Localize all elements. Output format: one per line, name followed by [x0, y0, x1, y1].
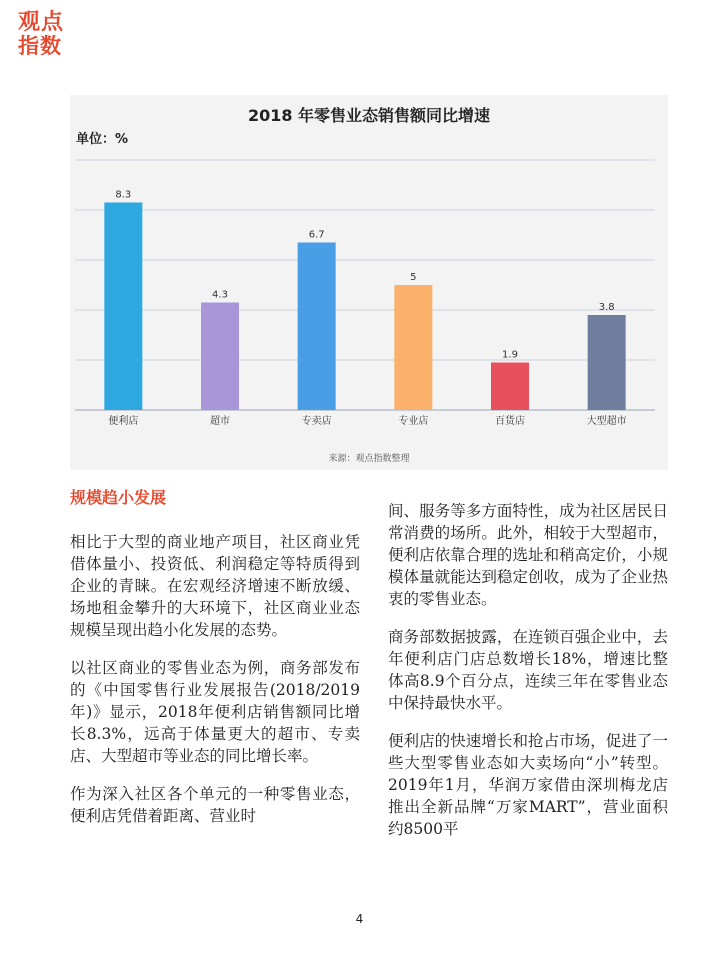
category-label: 大型超市	[586, 416, 627, 427]
chart-title: 2018 年零售业态销售额同比增速	[247, 106, 491, 125]
bar-value-label: 4.3	[212, 289, 228, 301]
category-label: 专业店	[398, 416, 429, 427]
bar-2	[201, 303, 239, 411]
category-label: 专卖店	[301, 416, 332, 427]
category-label: 便利店	[108, 416, 139, 427]
brand-line-2: 指数	[18, 34, 62, 58]
chart-unit-label: 单位：%	[76, 132, 129, 147]
chart-source: 来源：观点指数整理	[328, 454, 410, 464]
bar-5	[491, 363, 529, 411]
chart-panel	[70, 95, 668, 470]
right-paragraph-1: 间、服务等多方面特性，成为社区居民日常消费的场所。此外，相较于大型超市，便利店依靠合理的选址和稍高定价，小规模体量就能达到稳定创收，成为了企业热衷的零售业态。	[388, 502, 668, 608]
bar-value-label: 3.8	[598, 302, 615, 313]
bar-3	[298, 243, 336, 411]
bar-6	[588, 315, 626, 410]
bar-value-label: 6.7	[308, 229, 325, 241]
right-column	[388, 500, 668, 856]
section-heading: 规模趋小发展	[70, 488, 167, 507]
bar-1	[104, 203, 142, 411]
right-paragraph-3: 便利店的快速增长和抢占市场，促进了一些大型零售业态如大卖场向“小”转型。2019年1月，华润万家借由深圳梅龙店推出全新品牌“万家MART”，营业面积约8500平	[388, 732, 668, 838]
page-number: 4	[355, 912, 364, 926]
bar-value-label: 5	[410, 272, 417, 283]
brand-logo	[18, 12, 64, 57]
left-paragraph-1: 相比于大型的商业地产项目，社区商业凭借体量小、投资低、利润稳定等特质得到企业的青睐。在宏观经济增速不断放缓、场地租金攀升的大环境下，社区商业业态规模呈现出趋小化发展的态势。	[70, 533, 360, 639]
category-label: 超市	[210, 416, 230, 427]
bar-value-label: 8.3	[115, 189, 132, 201]
left-paragraph-3: 作为深入社区各个单元的一种零售业态，便利店凭借着距离、营业时	[70, 785, 360, 825]
bar-chart	[70, 95, 668, 470]
left-column	[70, 487, 360, 843]
right-paragraph-2: 商务部数据披露，在连锁百强企业中，去年便利店门店总数增长18%，增速比整体高8.9个百分点，连续三年在零售业态中保持最快水平。	[388, 628, 668, 712]
bar-4	[394, 285, 432, 410]
bar-value-label: 1.9	[502, 349, 518, 361]
left-paragraph-2: 以社区商业的零售业态为例，商务部发布的《中国零售行业发展报告(2018/2019年)》显示，2018年便利店销售额同比增长8.3%，远高于体量更大的超市、专卖店、大型超市等业态的同比增长率。	[70, 659, 360, 765]
brand-line-1: 观点	[18, 10, 65, 35]
category-label: 百货店	[495, 416, 525, 427]
